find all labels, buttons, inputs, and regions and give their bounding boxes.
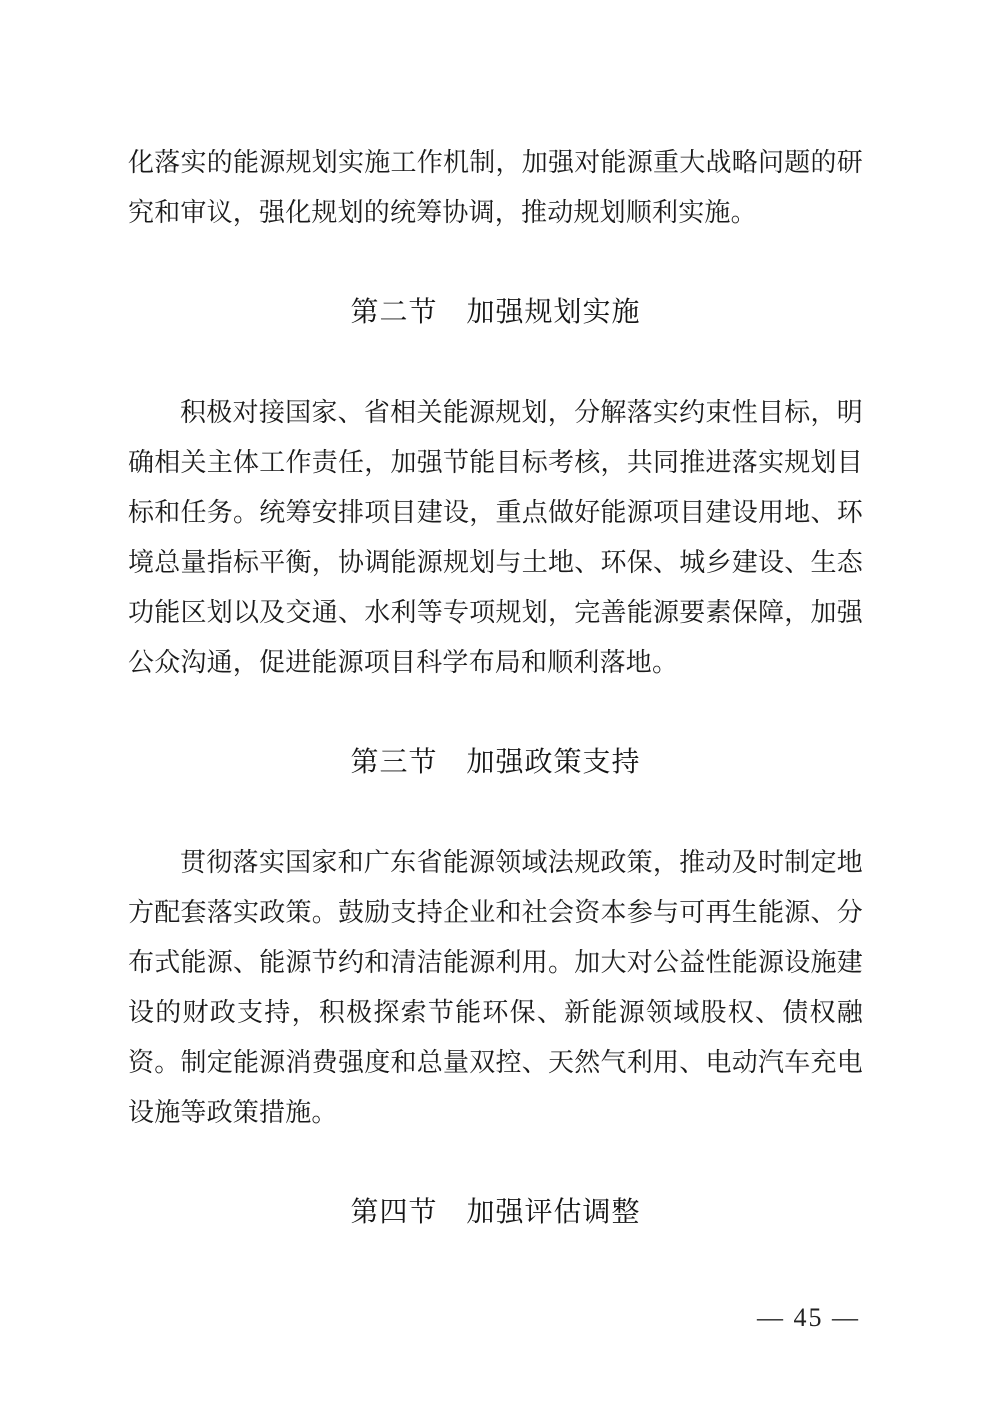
paragraph-section-3: 贯彻落实国家和广东省能源领域法规政策，推动及时制定地方配套落实政策。鼓励支持企业和社会资本参与可再生能源、分布式能源、能源节约和清洁能源利用。加大对公益性能源设施建设的财政支持，积极探索节能环保、新能源领域股权、债权融资。制定能源消费强度和总量双控、天然气利用、电动汽车充电设施等政策措施。 xyxy=(128,847,863,1127)
section-heading-3: 第三节 加强政策支持 xyxy=(350,746,641,777)
section-heading-2: 第二节 加强规划实施 xyxy=(350,296,641,327)
page-number: — 45 — xyxy=(757,1303,860,1332)
section-heading-4: 第四节 加强评估调整 xyxy=(350,1196,641,1227)
paragraph-section-2: 积极对接国家、省相关能源规划，分解落实约束性目标，明确相关主体工作责任，加强节能目标考核，共同推进落实规划目标和任务。统筹安排项目建设，重点做好能源项目建设用地、环境总量指标平衡，协调能源规划与土地、环保、城乡建设、生态功能区划以及交通、水利等专项规划，完善能源要素保障，加强公众沟通，促进能源项目科学布局和顺利落地。 xyxy=(128,397,863,677)
paragraph-continuation: 化落实的能源规划实施工作机制，加强对能源重大战略问题的研究和审议，强化规划的统筹协调，推动规划顺利实施。 xyxy=(128,147,863,227)
